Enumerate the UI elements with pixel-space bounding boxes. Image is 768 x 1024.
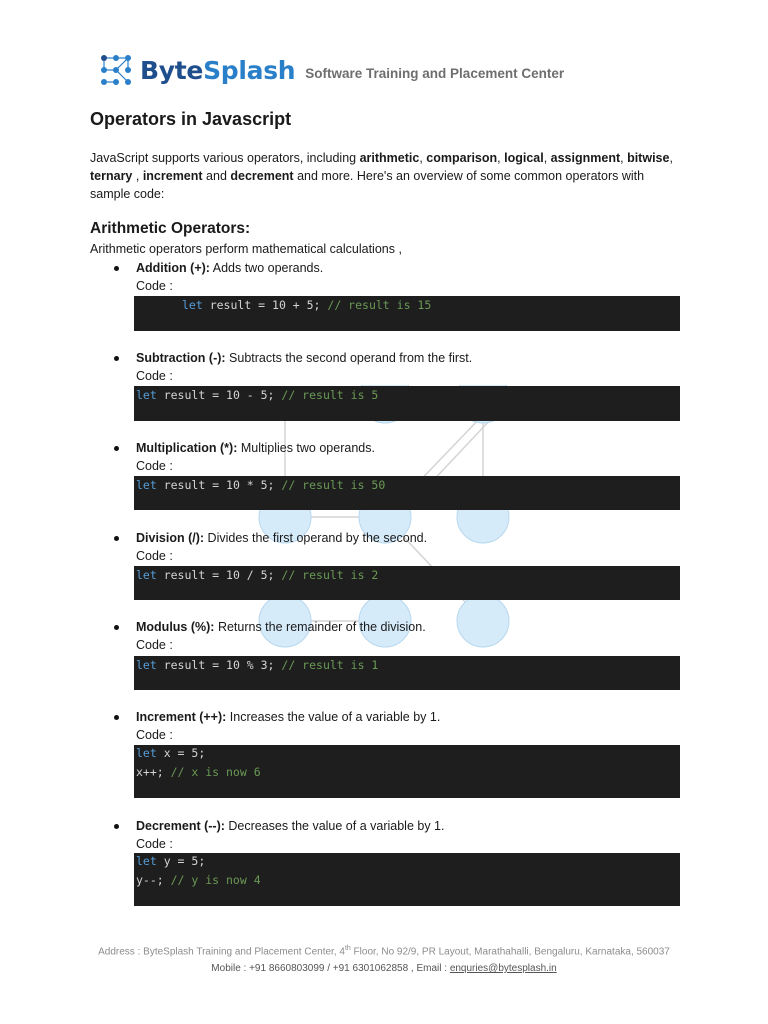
code-label: Code : — [136, 459, 173, 473]
intro-bold: increment — [142, 169, 203, 183]
code-text: result = 10 % 3; — [156, 658, 282, 672]
code-keyword: let — [136, 658, 157, 672]
code-text: result = 10 * 5; — [156, 478, 282, 492]
bullet-icon — [114, 266, 119, 271]
code-text: result = 10 - 5; — [156, 388, 282, 402]
code-keyword: let — [136, 478, 157, 492]
brand-tagline: Software Training and Placement Center — [305, 65, 565, 81]
intro-bold: decrement — [230, 169, 294, 183]
code-text: y--; — [136, 873, 171, 887]
intro-bold: logical — [504, 151, 544, 165]
code-line — [136, 854, 205, 868]
code-keyword: let — [136, 854, 157, 868]
operator-line — [136, 819, 444, 833]
code-comment: // result is 50 — [281, 478, 386, 492]
intro-text: and more. Here's an overview of some common operators with sample code: — [90, 169, 645, 201]
operator-desc: Returns the remainder of the division. — [214, 620, 426, 634]
operator-desc: Divides the first operand by the second. — [204, 531, 428, 545]
code-label: Code : — [136, 638, 173, 652]
brand-name — [140, 56, 295, 85]
operator-line — [136, 261, 323, 275]
code-keyword: let — [136, 568, 157, 582]
operator-line — [136, 351, 472, 365]
operator-desc: Decreases the value of a variable by 1. — [224, 819, 445, 833]
bullet-icon — [114, 715, 119, 720]
operator-line — [136, 531, 427, 545]
code-block — [134, 296, 680, 331]
intro-text: , — [419, 151, 427, 165]
code-label: Code : — [136, 549, 173, 563]
code-comment: // result is 15 — [327, 298, 432, 312]
code-comment: // x is now 6 — [170, 765, 261, 779]
code-comment: // result is 2 — [281, 568, 379, 582]
operator-desc: Increases the value of a variable by 1. — [226, 710, 441, 724]
intro-text: JavaScript supports various operators, including — [90, 151, 360, 165]
code-label: Code : — [136, 279, 173, 293]
bytesplash-logo-icon — [100, 54, 132, 86]
code-block — [134, 476, 680, 510]
code-line — [136, 568, 378, 582]
code-line — [136, 478, 385, 492]
operator-desc: Multiplies two operands. — [237, 441, 375, 455]
code-text: y = 5; — [156, 854, 206, 868]
bullet-icon — [114, 824, 119, 829]
code-keyword: let — [182, 298, 203, 312]
operator-line — [136, 710, 440, 724]
brand-name-part1: Byte — [140, 55, 204, 85]
code-comment: // result is 1 — [281, 658, 379, 672]
footer-email-link[interactable]: enquries@bytesplash.in — [449, 963, 557, 974]
code-text: result = 10 / 5; — [156, 568, 282, 582]
brand-name-part2: Splash — [203, 55, 296, 85]
intro-text: , — [132, 169, 143, 183]
page-header — [100, 52, 564, 88]
footer-address — [0, 945, 768, 957]
code-keyword: let — [136, 388, 157, 402]
operator-name: Division (/): — [136, 531, 205, 545]
section-description: Arithmetic operators perform mathematical calculations , — [90, 242, 402, 256]
intro-bold: assignment — [550, 151, 621, 165]
code-text: x++; — [136, 765, 171, 779]
operator-line — [136, 441, 375, 455]
intro-bold: ternary — [90, 169, 133, 183]
operator-line — [136, 620, 426, 634]
operator-name: Addition (+): — [136, 261, 210, 275]
code-line — [136, 873, 261, 887]
operator-name: Decrement (--): — [136, 819, 225, 833]
intro-text: , — [543, 151, 551, 165]
operator-name: Multiplication (*): — [136, 441, 238, 455]
code-line — [136, 765, 261, 779]
code-line — [136, 746, 205, 760]
intro-text: , — [620, 151, 628, 165]
code-line — [136, 388, 378, 402]
operator-desc: Subtracts the second operand from the first. — [225, 351, 473, 365]
code-block — [134, 656, 680, 690]
bullet-icon — [114, 625, 119, 630]
code-comment: // result is 5 — [281, 388, 379, 402]
intro-paragraph — [90, 149, 680, 203]
watermark-logo — [255, 385, 515, 660]
footer-address-sup: th — [344, 945, 351, 952]
code-text: x = 5; — [156, 746, 206, 760]
code-line — [182, 298, 431, 312]
intro-text: , — [669, 151, 673, 165]
operator-name: Increment (++): — [136, 710, 227, 724]
footer-mobile: Mobile : +91 8660803099 / +91 6301062858 , Email : — [211, 963, 450, 974]
code-block — [134, 853, 680, 906]
page-title: Operators in Javascript — [90, 109, 292, 129]
bullet-icon — [114, 536, 119, 541]
intro-bold: arithmetic — [359, 151, 420, 165]
bullet-icon — [114, 446, 119, 451]
intro-bold: comparison — [426, 151, 498, 165]
footer-contact — [0, 963, 768, 974]
intro-bold: bitwise — [627, 151, 670, 165]
footer-address-text: Address : ByteSplash Training and Placement Center, 4 — [98, 946, 345, 958]
code-block — [134, 566, 680, 600]
code-comment: // y is now 4 — [170, 873, 261, 887]
section-heading: Arithmetic Operators: — [90, 220, 251, 237]
code-keyword: let — [136, 746, 157, 760]
code-line — [136, 658, 378, 672]
code-label: Code : — [136, 837, 173, 851]
operator-name: Subtraction (-): — [136, 351, 226, 365]
operator-name: Modulus (%): — [136, 620, 215, 634]
intro-text: and — [202, 169, 231, 183]
operator-desc: Adds two operands. — [209, 261, 324, 275]
code-label: Code : — [136, 728, 173, 742]
footer-address-text: Floor, No 92/9, PR Layout, Marathahalli, Bengaluru, Karnataka, 560037 — [350, 946, 670, 958]
code-label: Code : — [136, 369, 173, 383]
code-text: result = 10 + 5; — [202, 298, 328, 312]
code-block — [134, 745, 680, 798]
code-block — [134, 386, 680, 421]
bullet-icon — [114, 356, 119, 361]
intro-text: , — [497, 151, 505, 165]
